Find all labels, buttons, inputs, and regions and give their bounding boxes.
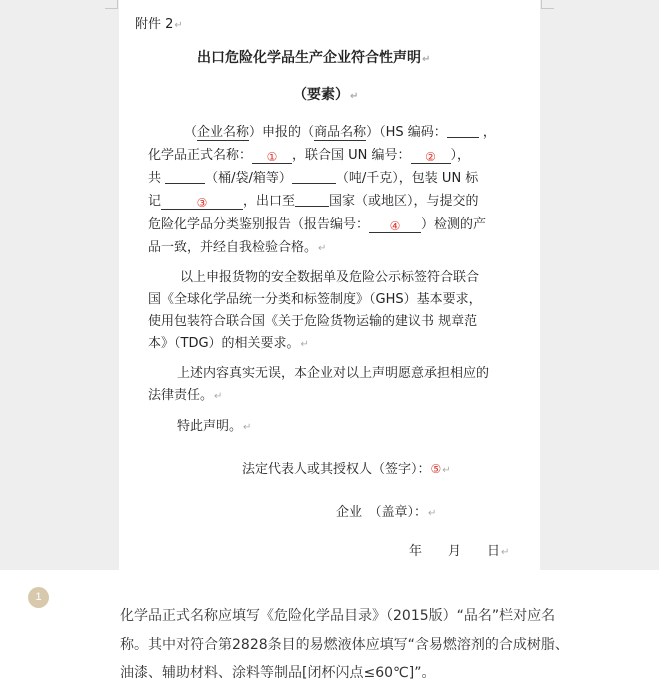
p3-line2: 法律责任。↵: [148, 388, 223, 403]
p2-line2: 国《全球化学品统一分类和标签制度》（GHS）基本要求，: [148, 292, 482, 307]
marker-5: ⑤: [430, 462, 442, 476]
document-title: 出口危险化学品生产企业符合性声明↵: [197, 50, 431, 66]
p1-line1: （企业名称）申报的（商品名称）（HS 编码： ，: [184, 125, 496, 140]
p1-line3: 共 （桶/袋/箱等） （吨/千克），包装 UN 标: [148, 171, 479, 186]
marker-3: ③: [196, 196, 208, 210]
p2-line3: 使用包装符合联合国《关于危险货物运输的建议书 规章范: [148, 314, 478, 329]
note-line-2: 称。其中对符合第2828条目的易燃液体应填写“含易燃溶剂的合成树脂、: [120, 637, 569, 653]
date-line: 年 月 日↵: [409, 544, 510, 559]
marker-2: ②: [425, 150, 436, 164]
document-subtitle: （要素）↵: [293, 87, 359, 103]
attachment-label: 附件 2↵: [135, 17, 183, 32]
p1-line6: 品一致，并经自我检验合格。↵: [148, 240, 327, 255]
note-number-badge: 1: [28, 587, 49, 608]
p1-line4: 记 ③ ，出口至 国家（或地区），与提交的: [148, 194, 479, 210]
p2-line1: 以上申报货物的安全数据单及危险公示标签符合联合: [180, 270, 480, 285]
note-line-1: 化学品正式名称应填写《危险化学品目录》（2015版）“品名”栏对应名: [120, 608, 556, 624]
p4-statement: 特此声明。↵: [177, 419, 252, 434]
page-corner-mark: [105, 0, 118, 9]
signature-line: 法定代表人或其授权人（签字）：⑤↵: [242, 462, 451, 477]
p1-line2: 化学品正式名称： ① ，联合国 UN 编号： ② ），: [148, 148, 471, 164]
page-corner-mark: [541, 0, 554, 9]
marker-4: ④: [389, 219, 401, 233]
p1-line5: 危险化学品分类鉴别报告（报告编号： ④ ）检测的产: [148, 217, 487, 233]
seal-line: 企业 （盖章）：↵: [336, 505, 437, 520]
p2-line4: 本》（TDG）的相关要求。↵: [148, 336, 309, 351]
p3-line1: 上述内容真实无误，本企业对以上声明愿意承担相应的: [177, 366, 490, 381]
marker-1: ①: [266, 150, 278, 164]
note-line-3: 油漆、辅助材料、涂料等制品[闭杯闪点≤60℃]”。: [120, 665, 436, 681]
